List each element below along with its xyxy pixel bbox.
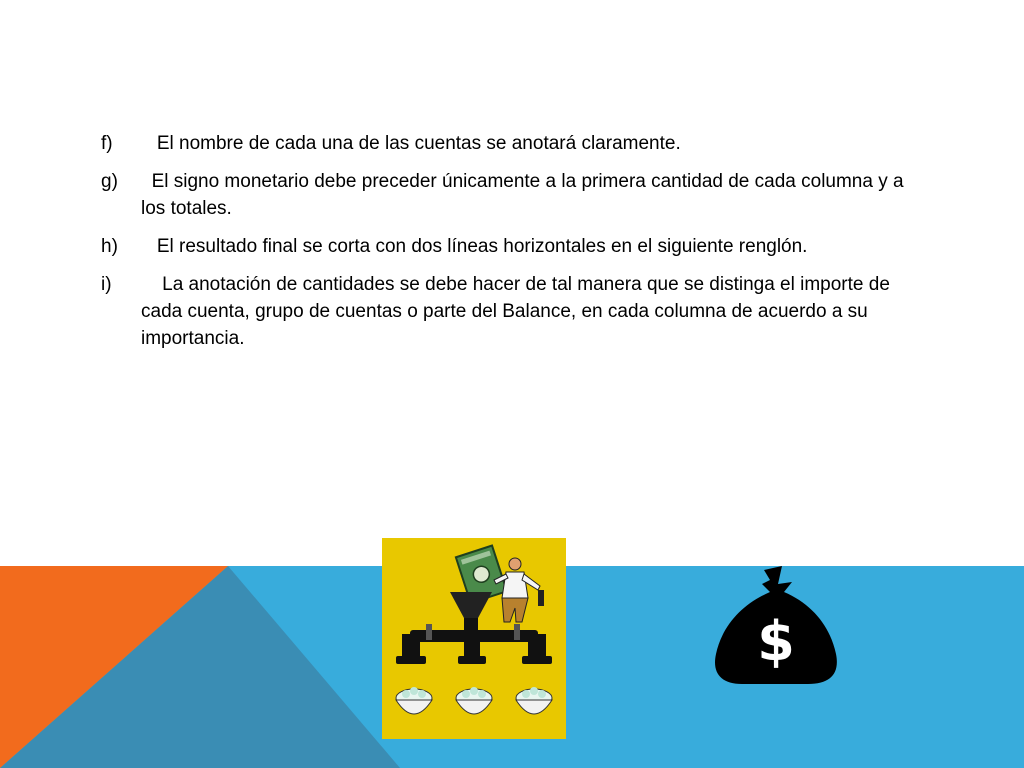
- svg-text:$: $: [757, 610, 795, 673]
- money-bag-icon: [712, 564, 840, 688]
- rules-list: [101, 130, 931, 363]
- list-marker: g): [101, 171, 118, 192]
- list-text: El resultado final se corta con dos líneas horizontales en el siguiente renglón.: [141, 236, 808, 257]
- list-marker: f): [101, 133, 113, 154]
- list-item: [101, 233, 931, 260]
- list-text: El nombre de cada una de las cuentas se anotará claramente.: [141, 133, 681, 154]
- money-machine-icon: [382, 538, 566, 739]
- list-item: [101, 130, 931, 157]
- list-item: [101, 168, 931, 222]
- list-marker: h): [101, 236, 118, 257]
- list-item: [101, 271, 931, 352]
- list-text: La anotación de cantidades se debe hacer de tal manera que se distinga el importe de cada cuenta, grupo de cuentas o parte del Balance, en cada columna de acuerdo a su importancia.: [141, 274, 896, 349]
- list-text: El signo monetario debe preceder únicamente a la primera cantidad de cada columna y a los totales.: [141, 171, 909, 219]
- list-marker: i): [101, 274, 112, 295]
